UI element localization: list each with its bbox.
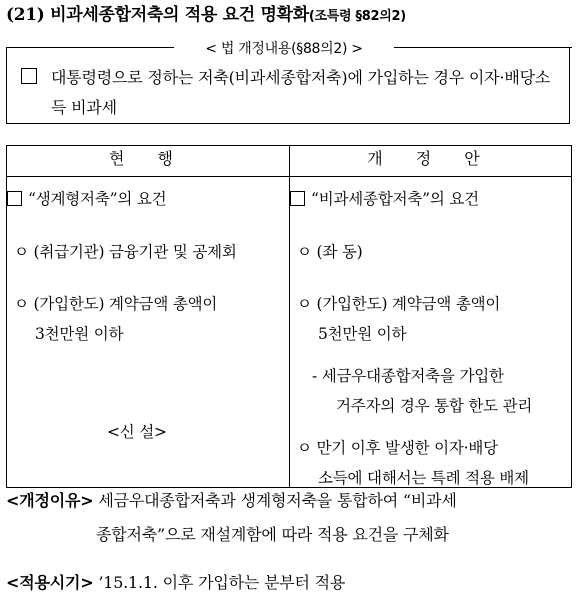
checkbox-icon (290, 191, 305, 206)
current-item-limit-value: 3천만원 이하 (35, 325, 124, 343)
timing-text: ’15.1.1. 이후 가입하는 분부터 적용 (98, 573, 346, 592)
current-new-note: <신 설> (107, 423, 167, 441)
revised-column (290, 177, 572, 488)
reason-line1: 세금우대종합저축과 생계형저축을 통합하여 “비과세 (98, 491, 457, 510)
revised-item-limit-value: 5천만원 이하 (318, 325, 407, 343)
revised-sub-item: - 세금우대종합저축을 가입한 (312, 367, 504, 385)
timing-tag: <적용시기> (6, 573, 94, 592)
reason-block (6, 484, 576, 552)
revised-item-limit: ㅇ (가입한도) 계약금액 총액이 (297, 295, 501, 313)
current-item-institution: ㅇ (취급기관) 금융기관 및 공제회 (14, 243, 237, 261)
checkbox-icon (21, 68, 37, 84)
current-item-limit: ㅇ (가입한도) 계약금액 총액이 (14, 295, 218, 313)
checkbox-icon (7, 191, 22, 206)
revised-title: “비과세종합저축”의 요건 (290, 184, 479, 214)
revised-sub-item-cont: 거주자의 경우 통합 한도 관리 (336, 397, 533, 415)
law-body: 대통령령으로 정하는 저축(비과세종합저축)에 가입하는 경우 이자·배당소득 비과세 (51, 68, 551, 117)
timing-block (6, 566, 345, 600)
current-title: “생계형저축”의 요건 (7, 184, 166, 214)
law-title: < 법 개정내용(§88의2) > (205, 41, 363, 57)
header-revised: 개 정 안 (290, 146, 572, 177)
header-current: 현 행 (7, 146, 290, 177)
current-column (7, 177, 290, 488)
revised-item-maturity-cont: 소득에 대해서는 특례 적용 배제 (318, 469, 529, 487)
section-heading (6, 0, 406, 25)
comparison-table (6, 145, 572, 488)
heading-ref: (조특령 §82의2) (308, 9, 406, 24)
revised-item-maturity: ㅇ 만기 이후 발생한 이자·배당 (297, 439, 498, 457)
law-box (6, 48, 570, 124)
reason-line2: 종합저축”으로 재설계함에 따라 적용 요건을 구체화 (96, 525, 449, 544)
revised-item-institution: ㅇ (좌 동) (297, 243, 363, 261)
reason-tag: <개정이유> (6, 491, 94, 510)
heading-text: (21) 비과세종합저축의 적용 요건 명확화 (6, 5, 309, 25)
